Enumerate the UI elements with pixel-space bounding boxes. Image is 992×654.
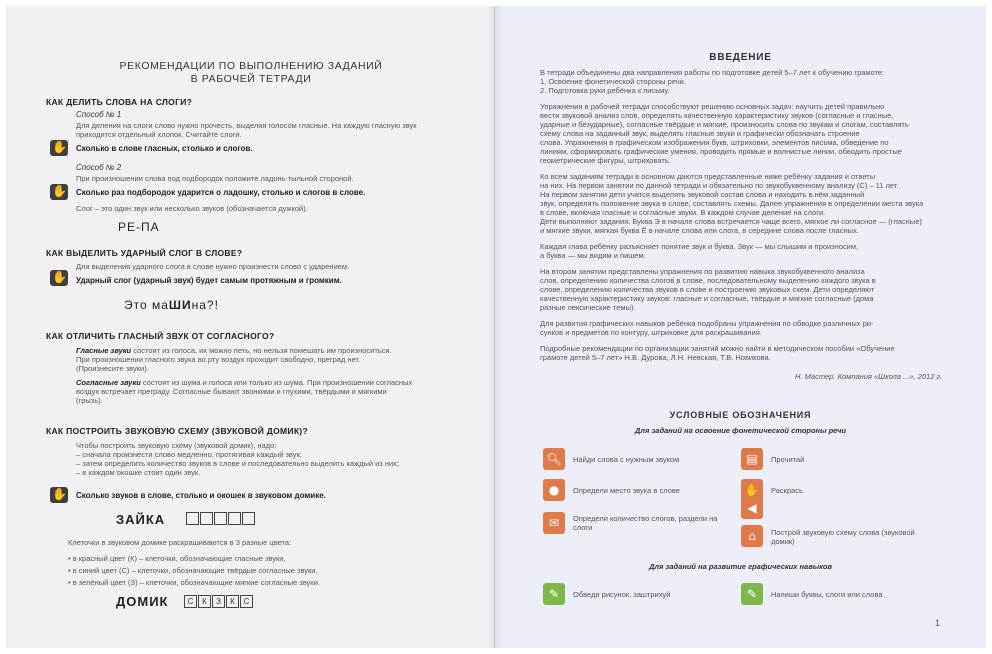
pencil-icon: ✎ [741, 583, 763, 605]
para4-line: слове, определению количества звуков в слове и построению звуковых схем. Дети определяют [540, 285, 875, 294]
scheme-cell [242, 512, 255, 525]
method-2-note: Слог – это один звук или несколько звуков (обозначается дужкой). [76, 204, 308, 213]
stress-text: Для выделения ударного слога в слове нужно произнести слово с ударением. [76, 262, 350, 271]
scheme-line-3: – затем определить количество звуков в слове и последовательно выделить каждый из них; [76, 459, 399, 468]
megaphone-icon: ◀ [741, 497, 763, 519]
scheme-line-4: – в каждом окошке стоит один звук. [76, 468, 201, 477]
intro-line-1: В тетради объединены два направления работы по подготовке детей 5–7 лет к обучению грамоте: [540, 68, 885, 77]
scheme-cell [200, 512, 213, 525]
scheme-cell [228, 512, 241, 525]
house-icon: ⌂ [741, 525, 763, 547]
hand-icon [50, 140, 68, 156]
vowels-line-2: При произношении гласного звука во рту воздух проходит свободно, преград нет. [76, 355, 361, 364]
para2-line: звук, определять положение звука в слове, составлять схемы. Далее упражнения в определении места звука [540, 199, 924, 208]
section-vowels-heading: КАК ОТЛИЧИТЬ ГЛАСНЫЙ ЗВУК ОТ СОГЛАСНОГО? [46, 331, 275, 341]
legend-syllables: Определи количество слогов, раздели на слоги [573, 514, 718, 532]
para1-line: Упражнения в рабочей тетради способствуют решению основных задач: научить детей правильно [540, 102, 885, 111]
para1-line: слова. Упражнения в графическом изображении букв, штриховки, элементов письма, обведение по [540, 138, 889, 147]
para1-line: линиям, сформировать графические умения, проводить прямые и волнистые линии, обводить простые [540, 147, 902, 156]
left-title-line1: РЕКОМЕНДАЦИИ ПО ВЫПОЛНЕНИЮ ЗАДАНИЙ [119, 60, 383, 72]
example-mashina-stressed: ШИ [168, 298, 192, 312]
scheme-cell: К [198, 595, 211, 608]
hands-icon: ✋ [741, 479, 763, 501]
book-gutter [486, 6, 504, 648]
legend-sound-position: Определи место звука в слове [573, 486, 680, 495]
method-1-task: Сколько в слове гласных, столько и слогов. [76, 144, 253, 153]
legend-read: Прочитай [771, 455, 805, 464]
consonants-label: Согласные звуки [76, 378, 141, 387]
vowels-para-1 [76, 346, 392, 355]
example-mashina-part1: Это ма [124, 298, 169, 312]
method-2-task: Сколько раз подбородок ударится о ладошку, столько и слогов в слове. [76, 188, 366, 197]
vowels-line-3: (Произнесите звуки). [76, 364, 149, 373]
para4-line: качественную характеристику звуков: гласные и согласные, твёрдые и мягкие согласные (дома [540, 294, 874, 303]
legend-subtitle-graphic: Для заданий на развитие графических навыков [648, 562, 833, 571]
example-repa: РЕ-ПА [118, 220, 160, 234]
para3-line: Каждая глава ребёнку разъясняет понятие звук и буква. Звук — мы слышим и произносим, [540, 242, 859, 251]
para6-line: грамоте детей 5–7 лет» Н.В. Дурова, Л.Н. Невская, Т.В. Новикова. [540, 353, 771, 362]
page-number: 1 [934, 618, 940, 628]
para1-line: схему слова на заданный звук, выделять гласные звуки и графически обозначать строение [540, 129, 860, 138]
right-page [495, 6, 986, 648]
example-domik: ДОМИК [116, 594, 169, 609]
legend-trace: Обведи рисунок, заштрихуй [573, 590, 671, 599]
magnifier-icon: 🔍︎ [543, 448, 565, 470]
para4-line: слов, определению количества слогов в слове, последовательному выделению каждого звука в [540, 276, 876, 285]
para5-line: сунков и предметов по контуру, штриховке для раскрашивания. [540, 328, 762, 337]
para2-line: на них. На первом занятии по данной тетради и обязательно по звукобуквенному анализу (С) – 11 лет. [540, 181, 899, 190]
consonants-line-3: (грызь). [76, 396, 103, 405]
method-1-title: Способ № 1 [76, 110, 122, 119]
para5-line: Для развития графических навыков ребёнка подобраны упражнения по обводке различных ри- [540, 319, 874, 328]
colors-red: • в красный цвет (К) – клеточки, обозначающие гласные звуки, [68, 554, 286, 563]
colors-green: • в зелёный цвет (З) – клеточки, обозначающие мягкие согласные звуки. [68, 578, 320, 587]
consonants-line-1: состоят из шума и голоса или только из шума. При произношении согласных [142, 378, 413, 387]
intro-line-2: 1. Освоение фонетической стороны речи. [540, 77, 686, 86]
vowels-label: Гласные звуки [76, 346, 132, 355]
para1-line: ударные и безударные), согласные твёрдые и мягкие, произносить слова по звукам и слогам, составлять [540, 120, 909, 129]
left-title-line2: В РАБОЧЕЙ ТЕТРАДИ [190, 73, 312, 85]
scheme-cell: С [240, 595, 253, 608]
legend-write: Напиши буквы, слоги или слова [771, 590, 883, 599]
legend-color: Раскрась [771, 486, 803, 495]
scheme-line-2: – сначала произнести слово медленно, протягивая каждый звук; [76, 450, 302, 459]
para2-line: Ко всем заданиям тетради в основном даются представленные ниже ребёнку задания и ответы [540, 172, 876, 181]
para4-line: разные лексические темы). [540, 303, 636, 312]
consonants-line-2: воздух встречает преграду. Согласные бывают звонкими и глухими, твёрдыми и мягкими [76, 387, 387, 396]
method-2-title: Способ № 2 [76, 163, 122, 172]
legend-sound-scheme: Построй звуковую схему слова (звуковой домик) [771, 528, 915, 546]
scheme-cell: С [184, 595, 197, 608]
para2-line: в слове, включая гласные и согласные звуки. В каждом случае деление на слоги. [540, 208, 826, 217]
pencil-icon: ✎ [543, 583, 565, 605]
para2-line: На первом занятии дети учатся выделять звуковой состав слова и находить в нём заданный [540, 190, 865, 199]
hand-icon [50, 270, 68, 286]
envelope-icon: ✉ [543, 512, 565, 534]
para4-line: На втором занятии представлены упражнения по развитию навыка звукобуквенного анализа [540, 267, 865, 276]
hand-icon [50, 487, 68, 503]
section-syllables-heading: КАК ДЕЛИТЬ СЛОВА НА СЛОГИ? [46, 97, 193, 107]
consonants-para [76, 378, 412, 387]
method-1-text-2: приходится отдельный хлопок. Считайте слоги. [76, 130, 242, 139]
scheme-line-1: Чтобы построить звуковую схему (звуковой домик), надо: [76, 441, 277, 450]
scheme-cell: К [226, 595, 239, 608]
method-2-text: При произношении слова под подбородок положите ладонь тыльной стороной. [76, 174, 354, 183]
colors-intro: Клеточки в звуковом домике раскрашиваются в 3 разные цвета: [68, 538, 292, 547]
example-mashina-part3: на?! [191, 298, 219, 312]
method-1-text-1: Для деления на слоги слово нужно прочесть, выделяя голосом гласные. На каждую гласную звук [76, 121, 417, 130]
scheme-task: Сколько звуков в слове, столько и окошек в звуковом домике. [76, 491, 326, 500]
example-zaika: ЗАЙКА [116, 512, 166, 527]
section-scheme-heading: КАК ПОСТРОИТЬ ЗВУКОВУЮ СХЕМУ (ЗВУКОВОЙ ДОМИК)? [46, 426, 308, 436]
scheme-cell: З [212, 595, 225, 608]
left-page [6, 6, 495, 648]
scheme-cell [186, 512, 199, 525]
book-icon: ▤ [741, 448, 763, 470]
legend-find-sound: Найди слова с нужным звуком [573, 455, 680, 464]
zaika-sound-scheme [186, 512, 256, 525]
para3-line: а буква — мы видим и пишем. [540, 251, 646, 260]
signature: Н. Мастер. Компания «Школа ...», 2012 г. [795, 372, 943, 381]
para6-line: Подробные рекомендации по организации занятий можно найти в методическом пособии «Обучение [540, 344, 895, 353]
para2-line: Дети выполняют задания. Буква Э в начале слова встречается чаще всего, мягкое ли согласное — (гласные) [540, 217, 922, 226]
domik-sound-scheme [184, 595, 254, 608]
stress-task: Ударный слог (ударный звук) будет самым протяжным и громким. [76, 276, 342, 285]
right-title: ВВЕДЕНИЕ [709, 52, 772, 63]
legend-title: УСЛОВНЫЕ ОБОЗНАЧЕНИЯ [669, 410, 812, 420]
colors-blue: • в синий цвет (С) – клеточки, обозначающие твёрдые согласные звуки, [68, 566, 318, 575]
para1-line: геометрические фигуры, штриховать. [540, 156, 671, 165]
vowels-line-1: состоят из голоса, их можно петь, но нельзя помешать им произноситься. [133, 346, 392, 355]
scheme-cell [214, 512, 227, 525]
para2-line: и мягкие звуки, мягкая буква Ё в начале слова или слога, в середине слова после гласных. [540, 226, 859, 235]
example-mashina [124, 298, 219, 312]
intro-line-3: 2. Подготовка руки ребёнка к письму. [540, 86, 670, 95]
pin-icon: ● [543, 479, 565, 501]
para1-line: вести звуковой анализ слов, определять качественную характеристику звуков (согласные и гласные, [540, 111, 894, 120]
section-stress-heading: КАК ВЫДЕЛИТЬ УДАРНЫЙ СЛОГ В СЛОВЕ? [46, 248, 243, 258]
legend-subtitle-phonetic: Для заданий на освоение фонетической стороны речи [634, 426, 847, 435]
workbook-spread [6, 6, 986, 648]
hand-icon [50, 184, 68, 200]
